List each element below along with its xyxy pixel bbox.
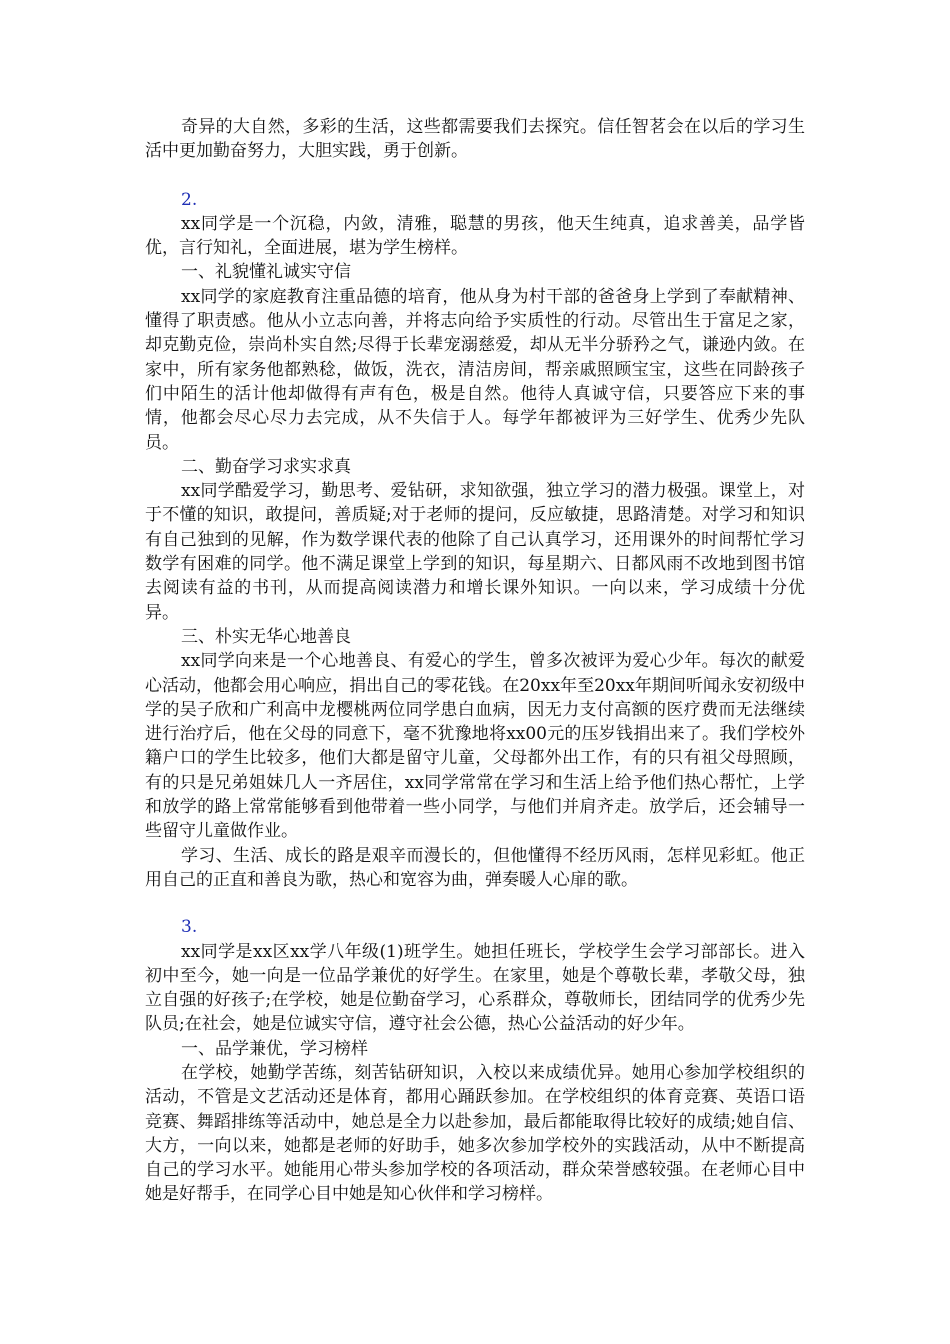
section2-intro: xx同学是一个沉稳，内敛，清雅，聪慧的男孩，他天生纯真，追求善美，品学皆优，言行知礼，全面进展，堪为学生榜样。 <box>145 213 805 259</box>
section2-paragraph-1: xx同学的家庭教育注重品德的培育，他从身为村干部的爸爸身上学到了奉献精神、懂得了职责感。他从小立志向善，并将志向给予实质性的行动。尽管出生于富足之家，却克勤克俭，崇尚朴实自然;尽得于长辈宠溺慈爱，却从无半分骄矜之气，谦逊内敛。在家中，所有家务他都熟稔，做饭，洗衣，清洁房间，帮亲戚照顾宝宝，这些在同龄孩子们中陌生的活计他却做得有声有色，极是自然。他待人真诚守信，只要答应下来的事情，他都会尽心尽力去完成，从不失信于人。每学年都被评为三好学生、优秀少先队员。 <box>145 286 805 453</box>
section-number-2: 2. <box>181 189 198 210</box>
section2-paragraph-3: xx同学向来是一个心地善良、有爱心的学生，曾多次被评为爱心少年。每次的献爱心活动，他都会用心响应，捐出自己的零花钱。在20xx年至20xx年期间听闻永安初级中学的吴子欣和广利高中龙樱桃两位同学患白血病，因无力支付高额的医疗费而无法继续进行治疗后，他在父母的同意下，毫不犹豫地将xx00元的压岁钱捐出来了。我们学校外籍户口的学生比较多，他们大都是留守儿童，父母都外出工作，有的只有祖父母照顾，有的只是兄弟姐妹几人一齐居住，xx同学常常在学习和生活上给予他们热心帮忙，上学和放学的路上常常能够看到他带着一些小同学，与他们并肩齐走。放学后，还会辅导一些留守儿童做作业。 <box>145 651 805 842</box>
section3-heading-1: 一、品学兼优，学习榜样 <box>181 1038 368 1059</box>
section2-heading-2: 二、勤奋学习求实求真 <box>181 456 351 477</box>
section2-closing: 学习、生活、成长的路是艰辛而漫长的，但他懂得不经历风雨，怎样见彩虹。他正用自己的正直和善良为歌，热心和宽容为曲，弹奏暖人心扉的歌。 <box>145 845 805 890</box>
spacer <box>145 892 805 915</box>
spacer <box>145 164 805 188</box>
section2-paragraph-2: xx同学酷爱学习，勤思考、爱钻研，求知欲强，独立学习的潜力极强。课堂上，对于不懂的知识，敢提问，善质疑;对于老师的提问，反应敏捷，思路清楚。对学习和知识有自己独到的见解，作为数学课代表的他除了自己认真学习，还用课外的时间帮忙学习数学有困难的同学。他不满足课堂上学到的知识，每星期六、日都风雨不改地到图书馆去阅读有益的书刊，从而提高阅读潜力和增长课外知识。一向以来，学习成绩十分优异。 <box>145 481 805 623</box>
document-page <box>145 115 805 1207</box>
section2-heading-3: 三、朴实无华心地善良 <box>181 626 351 647</box>
section3-paragraph-1: 在学校，她勤学苦练，刻苦钻研知识，入校以来成绩优异。她用心参加学校组织的活动，不管是文艺活动还是体育，都用心踊跃参加。在学校组织的体育竞赛、英语口语竞赛、舞蹈排练等活动中，她总是全力以赴参加，最后都能取得比较好的成绩;她自信、大方，一向以来，她都是老师的好助手，她多次参加学校外的实践活动，从中不断提高自己的学习水平。她能用心带头参加学校的各项活动，群众荣誉感较强。在老师心目中她是好帮手，在同学心目中她是知心伙伴和学习榜样。 <box>145 1062 805 1205</box>
section2-heading-1: 一、礼貌懂礼诚实守信 <box>181 262 351 283</box>
paragraph-nature: 奇异的大自然，多彩的生活，这些都需要我们去探究。信任智茗会在以后的学习生活中更加勤奋努力，大胆实践，勇于创新。 <box>145 117 805 162</box>
section-number-3: 3. <box>181 917 198 938</box>
section3-intro: xx同学是xx区xx学八年级(1)班学生。她担任班长，学校学生会学习部部长。进入初中至今，她一向是一位品学兼优的好学生。在家里，她是个尊敬长辈，孝敬父母，独立自强的好孩子;在学校，她是位勤奋学习，心系群众，尊敬师长，团结同学的优秀少先队员;在社会，她是位诚实守信，遵守社会公德，热心公益活动的好少年。 <box>145 941 805 1035</box>
